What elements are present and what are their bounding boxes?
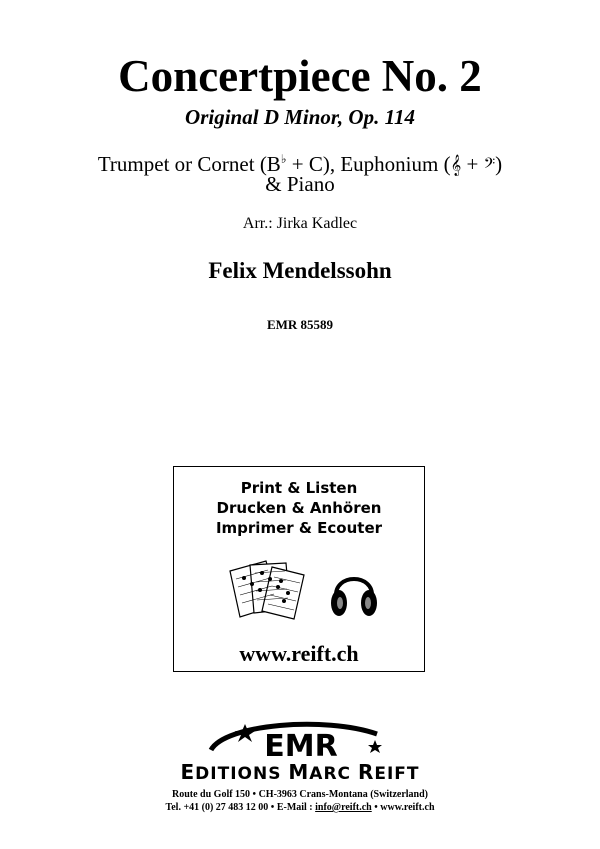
promo-line-en: Print & Listen [240, 479, 358, 497]
instrumentation-text: Trumpet or Cornet (B [97, 152, 281, 176]
publisher-name-part: ARC [309, 764, 358, 784]
publisher-address: Route du Golf 150 • CH-3963 Crans-Montana (Switzerland) [172, 789, 428, 800]
treble-clef-icon: 𝄞 [450, 155, 462, 176]
instrumentation-text: + C), Euphonium ( [286, 152, 451, 176]
publisher-name-part: DITIONS [195, 764, 289, 784]
arranger: Arr.: Jirka Kadlec [242, 215, 358, 232]
page-title: Concertpiece No. 2 [118, 51, 482, 101]
publisher-name-part: M [288, 760, 310, 784]
subtitle: Original D Minor, Op. 114 [185, 105, 415, 129]
instrumentation-text: ) [495, 152, 503, 176]
emr-logo [205, 716, 395, 762]
bass-clef-icon: 𝄢 [483, 155, 496, 176]
publisher-name [0, 762, 600, 784]
website-link[interactable]: www.reift.ch [239, 641, 359, 666]
print-listen-box [173, 466, 425, 672]
contact-tel: Tel. +41 (0) 27 483 12 00 • E-Mail : [165, 802, 316, 813]
promo-line-fr: Imprimer & Ecouter [215, 519, 383, 537]
headphones-icon [330, 563, 378, 621]
email-link[interactable]: info@reift.ch [315, 802, 372, 813]
publisher-name-part: R [357, 760, 375, 784]
publisher-contact [0, 801, 600, 814]
composer: Felix Mendelssohn [208, 258, 392, 283]
catalog-number: EMR 85589 [266, 317, 334, 332]
instrumentation-line-2: & Piano [265, 172, 335, 196]
plus-sign: + [461, 152, 484, 176]
logo-text: EMR [264, 729, 338, 762]
publisher-name-part: E [180, 760, 196, 784]
publisher-name-part: EIFT [374, 764, 420, 784]
contact-web: • www.reift.ch [371, 802, 435, 813]
flat-symbol: ♭ [280, 152, 287, 166]
promo-line-de: Drucken & Anhören [216, 499, 382, 517]
sheet-music-icon [226, 557, 312, 623]
